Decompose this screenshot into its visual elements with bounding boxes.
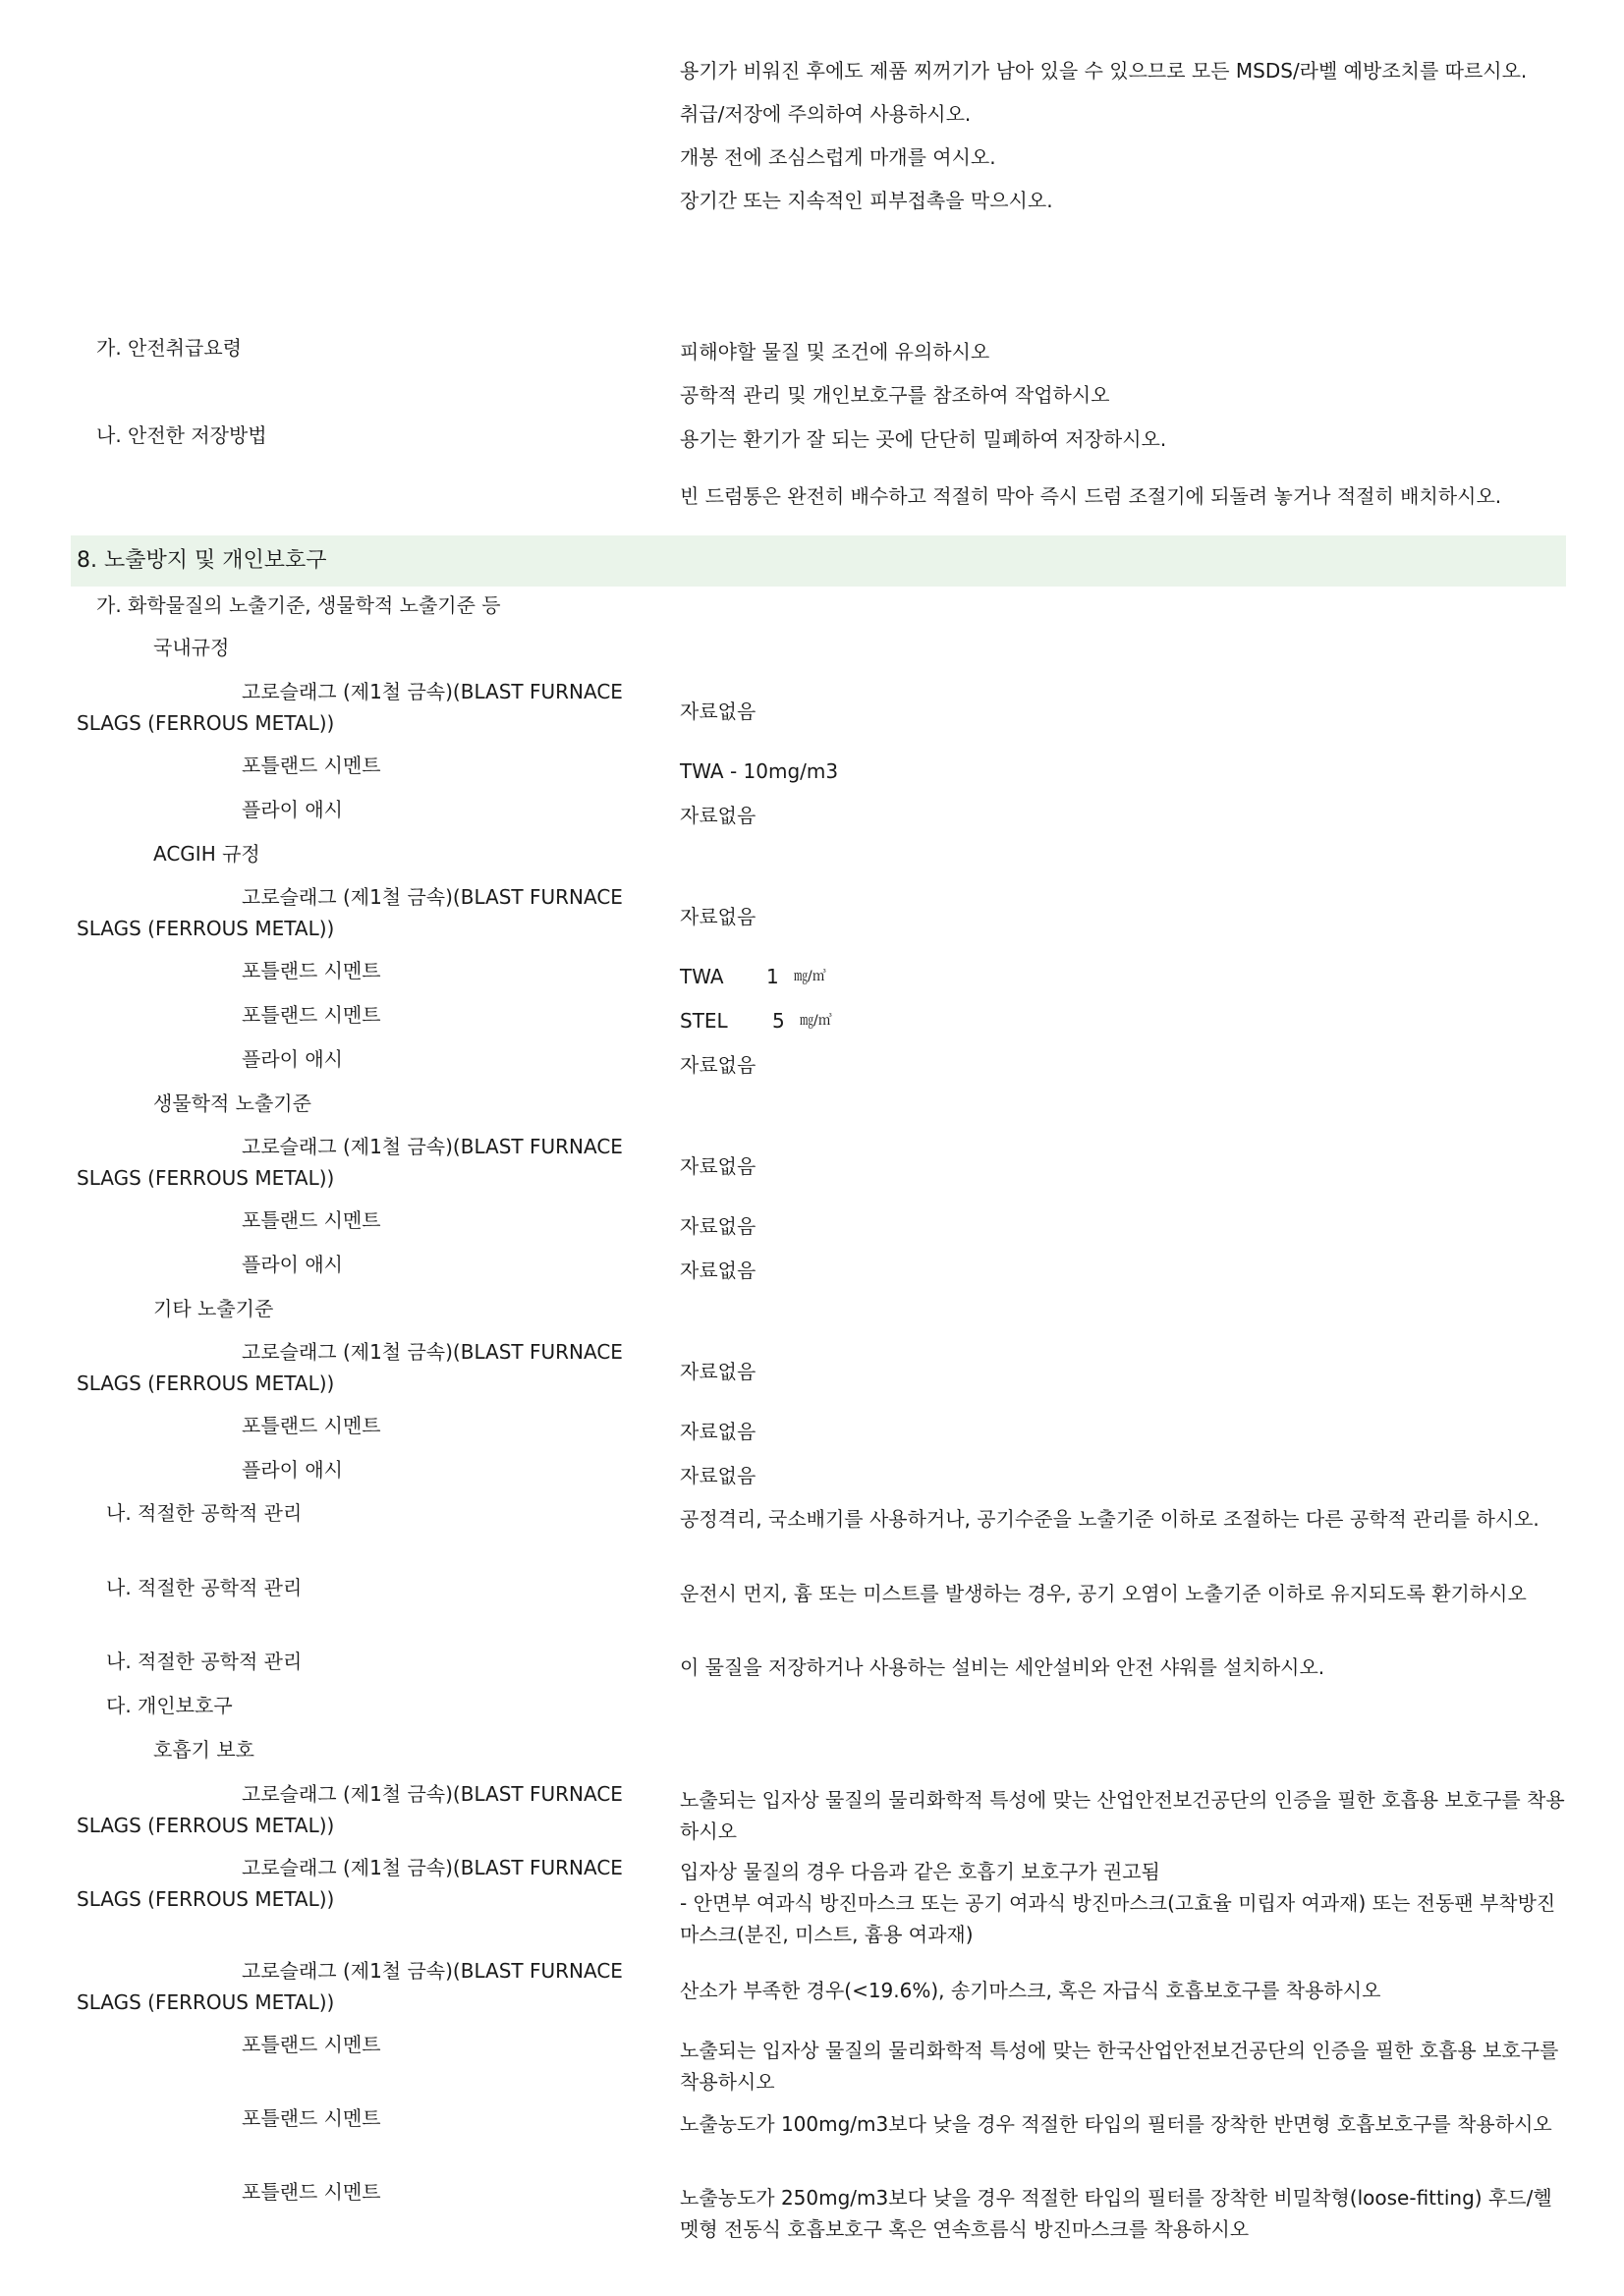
handling-a-value: 공학적 관리 및 개인보호구를 참조하여 작업하시오 (680, 383, 1110, 407)
note: 용기가 비워진 후에도 제품 찌꺼기가 남아 있을 수 있으므로 모든 MSDS/라벨 예방조치를 따르시오. (680, 59, 1528, 83)
handling-a-value: 피해야할 물질 및 조건에 유의하시오 (680, 340, 990, 364)
top-notes (680, 55, 1564, 228)
note: 개봉 전에 조심스럽게 마개를 여시오. (680, 145, 996, 169)
section-8-header: 8. 노출방지 및 개인보호구 (71, 535, 1566, 587)
msds-page: 용기가 비워진 후에도 제품 찌꺼기가 남아 있을 수 있으므로 모든 MSDS/라벨 예방조치를 따르시오. 취급/저장에 주의하여 사용하시오. 개봉 전에 조심스럽게 마개를 여시오. 장기간 또는 지속적인 피부접촉을 막으시오. 가. 안전취급요령 피해야할 물질 및 조건에 유의하시오 공학적 관리 및 개인보호구를 참조하여 작업하시오 나. 안전한 저장방법 용기는 환기가 잘 되는 곳에 단단히 밀폐하여 저장하시오. 빈 드럼통은 완전히 배수하고 적절히 막아 즉시 드럼 조절기에 되돌려 놓거나 적절히 배치하시오. 8. 노출방지 및 개인보호구 가. 화학물질의 노출기준, 생물학적 노출기준 등 국내규정 고로슬래그 (제1철 금속)(BLAST FURNACE SLAGS (FERROUS METAL)) 자료없음 포틀랜드 시멘트 TWA - 10mg/m3 플라이 애시 자료없음 ACGIH 규정 고로슬래그 (제1철 금속)(BLAST FURNACE SLAGS (FERROUS METAL)) 자료없음 포틀랜드 시멘트 TWA 1 ㎎/㎥ 포틀랜드 시멘트 STEL 5 ㎎/㎥ 플라이 애시 자료없음 생물학적 노출기준 고로슬래그 (제1철 금속)(BLAST FURNACE SLAGS (FERROUS METAL)) 자료없음 포틀랜드 시멘트 자료없음 플라이 애시 자료없음 기타 노출기준 고로슬래그 (제1철 금속)(BLAST FURNACE SLAGS (FERROUS METAL)) 자료없음 포틀랜드 시멘트 자료없음 플라이 애시 자료없음 나. 적절한 공학적 관리 공정격리, 국소배기를 사용하거나, 공기수준을 노출기준 이하로 조절하는 다른 공학적 관리를 하시오. 나. 적절한 공학적 관리 운전시 먼지, 흄 또는 미스트를 발생하는 경우, 공기 오염이 노출기준 이하로 유지되도록 환기하시오 나. 적절한 공학적 관리 이 물질을 저장하거나 사용하는 설비는 세안설비와 안전 샤워를 설치하시오. 다. 개인보호구 호흡기 보호 고로슬래그 (제1철 금속)(BLAST FURNACE SLAGS (FERROUS METAL)) 노출되는 입자상 물질의 물리화학적 특성에 맞는 산업안전보건공단의 인증을 필한 호흡용 보호구를 착용하시오 고로슬래그 (제1철 금속)(BLAST FURNACE SLAGS (FERROUS METAL)) 입자상 물질의 경우 다음과 같은 호흡기 보호구가 권고됨 - 안면부 여과식 방진마스크 또는 공기 여과식 방진마스크(고효율 미립자 여과재) 또는 전동팬 부착방진 마스크(분진, 미스트, 흄용 여과재) 고로슬래그 (제1철 금속)(BLAST FURNACE SLAGS (FERROUS METAL)) 산소가 부족한 경우(<19.6%), 송기마스크, 혹은 자급식 호흡보호구를 착용하시오 포틀랜드 시멘트 노출되는 입자상 물질의 물리화학적 특성에 맞는 한국산업안전보건공단의 인증을 필한 호흡용 보호구를 착용하시오 포틀랜드 시멘트 노출농도가 100mg/m3보다 낮을 경우 적절한 타입의 필터를 장착한 반면형 호흡보호구를 착용하시오 포틀랜드 시멘트 노출농도가 250mg/m3보다 낮을 경우 적절한 타입의 필터를 장착한 비밀착형(loose-fitting) 후드/헬멧형 전동식 호흡보호구 혹은 연속흐름식 방진마스크를 착용하시오 (0, 0, 1624, 2296)
note: 장기간 또는 지속적인 피부접촉을 막으시오. (680, 189, 1053, 212)
handling-b-label: 나. 안전한 저장방법 (96, 423, 267, 447)
handling-b-value: 용기는 환기가 잘 되는 곳에 단단히 밀폐하여 저장하시오. (680, 427, 1167, 451)
handling-a-label: 가. 안전취급요령 (96, 336, 242, 360)
handling-b-value: 빈 드럼통은 완전히 배수하고 적절히 막아 즉시 드럼 조절기에 되돌려 놓거나 적절히 배치하시오. (680, 484, 1502, 508)
note: 취급/저장에 주의하여 사용하시오. (680, 102, 972, 126)
